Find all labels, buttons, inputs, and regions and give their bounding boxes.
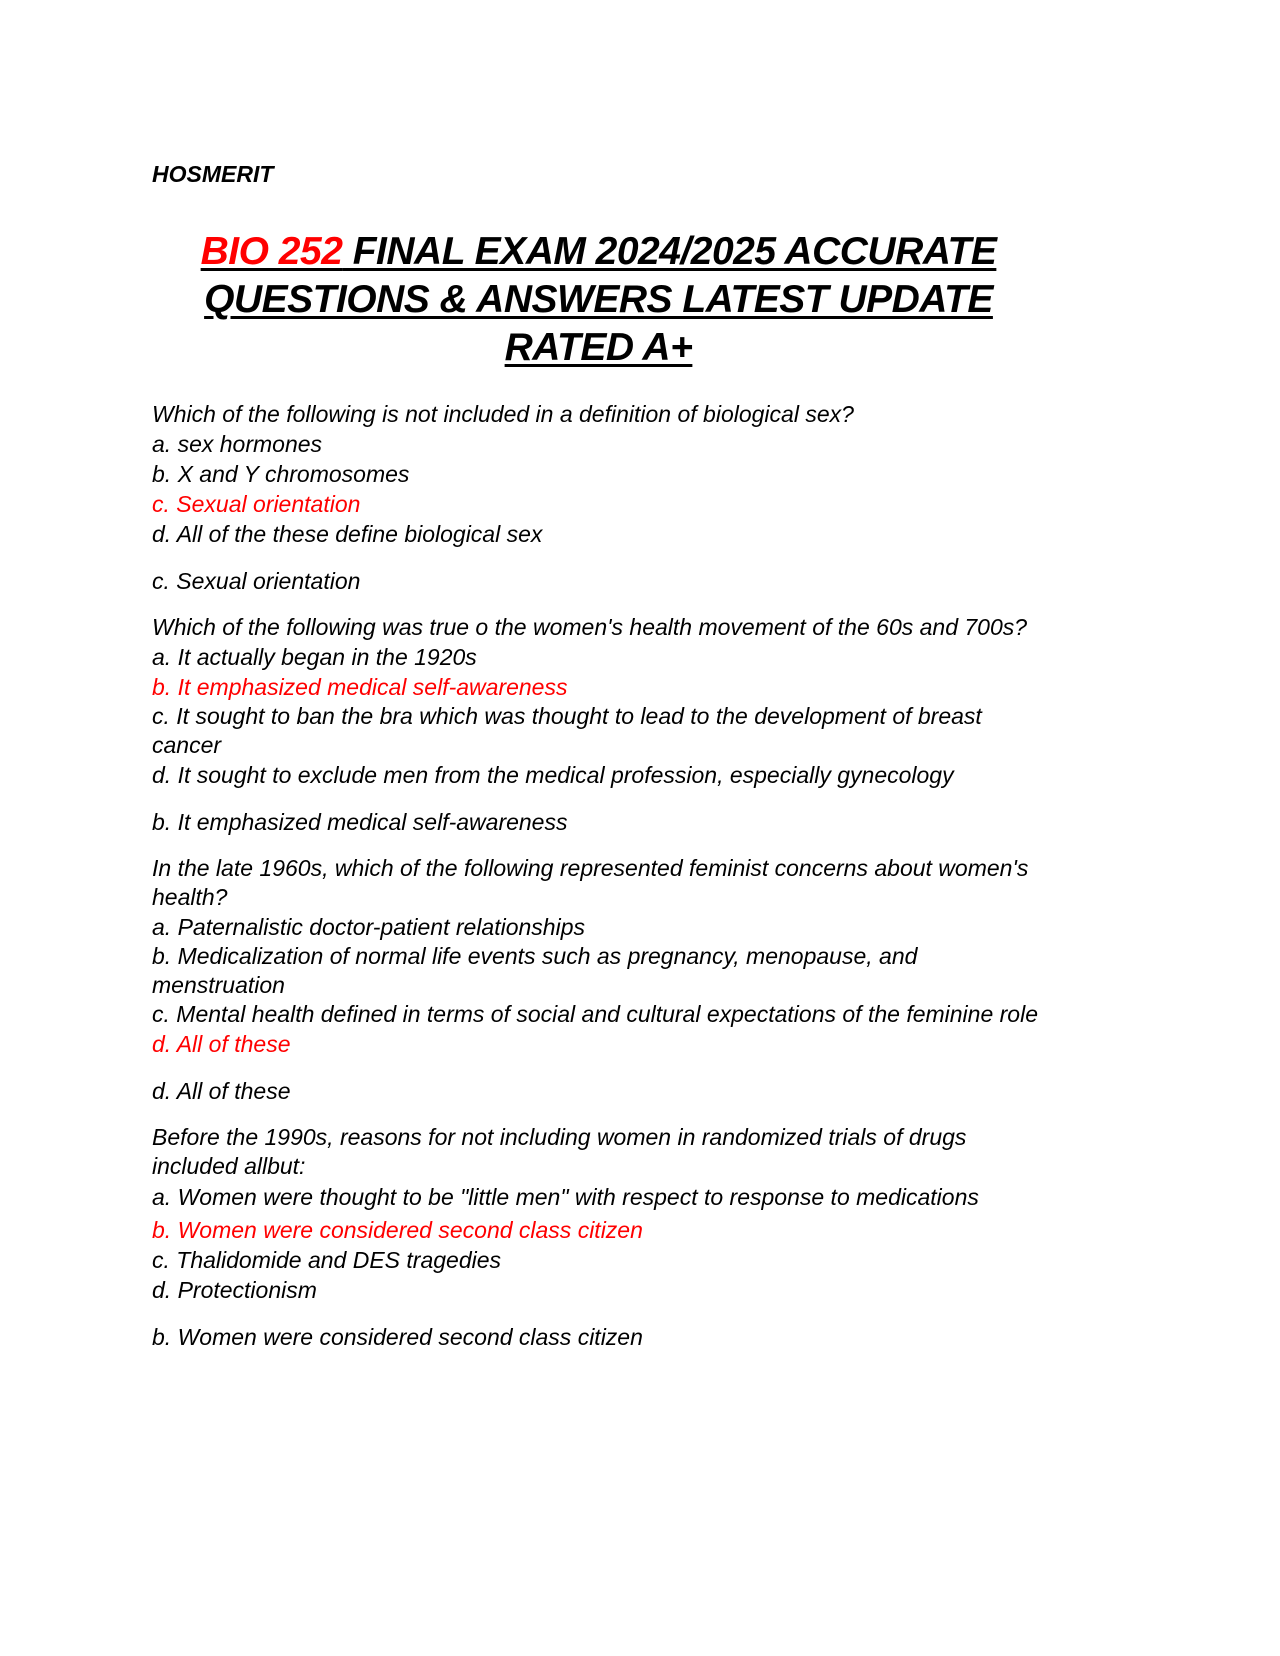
option-d: d. It sought to exclude men from the medical profession, especially gynecology [152, 762, 954, 788]
question-text: Which of the following was true o the women's health movement of the 60s and 700s? [152, 614, 1028, 640]
question-block-4 [152, 1123, 1052, 1352]
answer-line: c. Sexual orientation [152, 568, 361, 594]
option-a: a. It actually began in the 1920s [152, 644, 477, 670]
answer-line: b. Women were considered second class citizen [152, 1324, 643, 1350]
option-b: b. Medicalization of normal life events such as pregnancy, menopause, and menstruation [152, 943, 918, 998]
option-c: c. It sought to ban the bra which was thought to lead to the development of breast cancer [152, 703, 982, 758]
question-text: Which of the following is not included in a definition of biological sex? [152, 401, 854, 427]
option-c: c. Mental health defined in terms of social and cultural expectations of the feminine role [152, 1001, 1038, 1027]
option-a: a. sex hormones [152, 431, 323, 457]
option-c: c. Thalidomide and DES tragedies [152, 1247, 502, 1273]
option-d-correct: d. All of these [152, 1031, 291, 1057]
question-block-2 [152, 613, 1052, 837]
option-d: d. Protectionism [152, 1277, 317, 1303]
option-a: a. Women were thought to be "little men" with respect to response to medications [152, 1184, 979, 1210]
question-text: Before the 1990s, reasons for not including women in randomized trials of drugs included allbut: [152, 1124, 967, 1179]
question-block-3 [152, 854, 1052, 1106]
course-code: BIO 252 [200, 230, 343, 273]
option-b-correct: b. It emphasized medical self-awareness [152, 674, 568, 700]
option-c-correct: c. Sexual orientation [152, 491, 361, 517]
option-b-correct: b. Women were considered second class citizen [152, 1217, 643, 1243]
document-title [152, 228, 1045, 372]
answer-line: d. All of these [152, 1078, 291, 1104]
brand-label: HOSMERIT [152, 161, 274, 187]
answer-line: b. It emphasized medical self-awareness [152, 809, 568, 835]
option-d: d. All of the these define biological sex [152, 521, 543, 547]
question-text: In the late 1960s, which of the following represented feminist concerns about women's health? [152, 855, 1029, 910]
option-a: a. Paternalistic doctor-patient relationships [152, 914, 585, 940]
option-b: b. X and Y chromosomes [152, 461, 410, 487]
title-text: FINAL EXAM 2024/2025 ACCURATE QUESTIONS & ANSWERS LATEST UPDATE RATED A+ [204, 230, 997, 369]
question-block-1 [152, 400, 1052, 596]
question-list [152, 400, 1052, 1369]
